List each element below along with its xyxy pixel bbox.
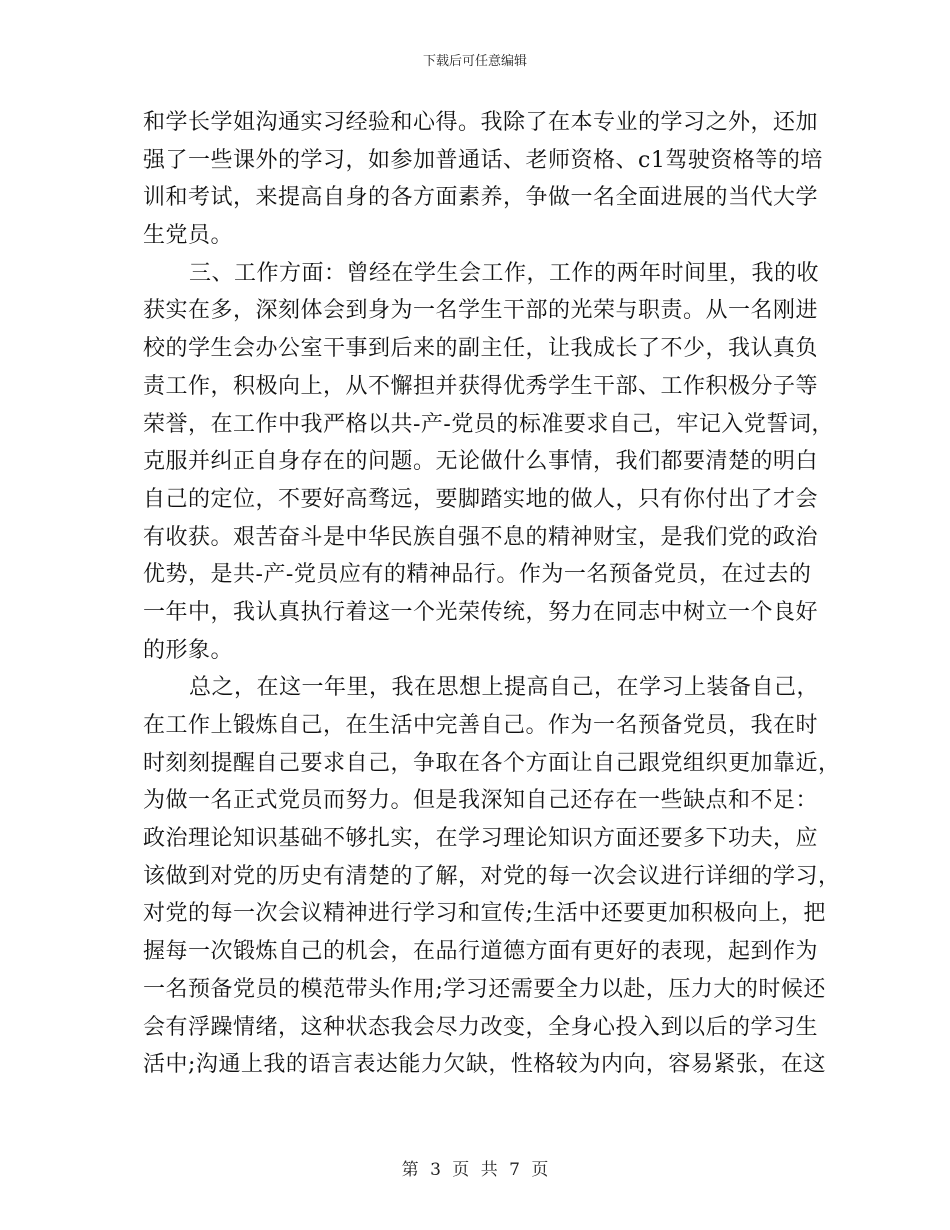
text-line: 对党的每一次会议精神进行学习和宣传;生活中还要更加积极向上，把 — [143, 901, 826, 927]
text-line: 责工作，积极向上，从不懈担并获得优秀学生干部、工作积极分子等 — [143, 373, 819, 399]
text-line: 的形象。 — [143, 637, 234, 663]
text-line: 该做到对党的历史有清楚的了解，对党的每一次会议进行详细的学习， — [143, 863, 841, 889]
text-line: 优势，是共-产-党员应有的精神品行。作为一名预备党员，在过去的 — [143, 562, 812, 588]
text-line: 训和考试，来提高自身的各方面素养，争做一名全面进展的当代大学 — [143, 185, 819, 211]
text-line: 强了一些课外的学习，如参加普通话、老师资格、c1驾驶资格等的培 — [143, 147, 823, 173]
paragraph-1 — [143, 104, 823, 255]
text-line: 时刻刻提醒自己要求自己，争取在各个方面让自己跟党组织更加靠近， — [143, 750, 841, 776]
text-line: 一年中，我认真执行着这一个光荣传统，努力在同志中树立一个良好 — [143, 599, 819, 625]
text-line: 有收获。艰苦奋斗是中华民族自强不息的精神财宝，是我们党的政治 — [143, 524, 819, 550]
text-line: 自己的定位，不要好高骛远，要脚踏实地的做人，只有你付出了才会 — [143, 486, 819, 512]
text-line: 获实在多，深刻体会到身为一名学生干部的光荣与职责。从一名刚进 — [143, 298, 819, 324]
text-line: 和学长学姐沟通实习经验和心得。我除了在本专业的学习之外，还加 — [143, 110, 819, 135]
text-line: 一名预备党员的模范带头作用;学习还需要全力以赴，压力大的时候还 — [143, 976, 826, 1002]
text-line: 为做一名正式党员而努力。但是我深知自己还存在一些缺点和不足： — [143, 788, 819, 814]
paragraph-summary — [143, 669, 841, 1084]
text-line: 总之，在这一年里，我在思想上提高自己，在学习上装备自己， — [189, 675, 820, 701]
text-line: 活中;沟通上我的语言表达能力欠缺，性格较为内向，容易紧张，在这 — [143, 1052, 826, 1078]
page-footer: 第 3 页 共 7 页 — [401, 1160, 549, 1180]
text-line: 克服并纠正自身存在的问题。无论做什么事情，我们都要清楚的明白 — [143, 449, 819, 475]
text-line: 在工作上锻炼自己，在生活中完善自己。作为一名预备党员，我在时 — [143, 713, 819, 738]
text-line: 握每一次锻炼自己的机会，在品行道德方面有更好的表现，起到作为 — [143, 939, 819, 965]
text-line: 政治理论知识基础不够扎实，在学习理论知识方面还要多下功夫，应 — [143, 826, 819, 852]
text-line: 生党员。 — [143, 223, 234, 249]
page-header: 下载后可任意编辑 — [422, 54, 527, 69]
text-line: 会有浮躁情绪，这种状态我会尽力改变，全身心投入到以后的学习生 — [143, 1014, 819, 1040]
text-line: 校的学生会办公室干事到后来的副主任，让我成长了不少，我认真负 — [143, 336, 819, 362]
text-line: 荣誉，在工作中我严格以共-产-党员的标准要求自己，牢记入党誓词， — [143, 411, 834, 437]
text-line: 三、工作方面：曾经在学生会工作，工作的两年时间里，我的收 — [189, 260, 820, 286]
paragraph-work — [143, 255, 834, 670]
document-body — [143, 104, 841, 1084]
